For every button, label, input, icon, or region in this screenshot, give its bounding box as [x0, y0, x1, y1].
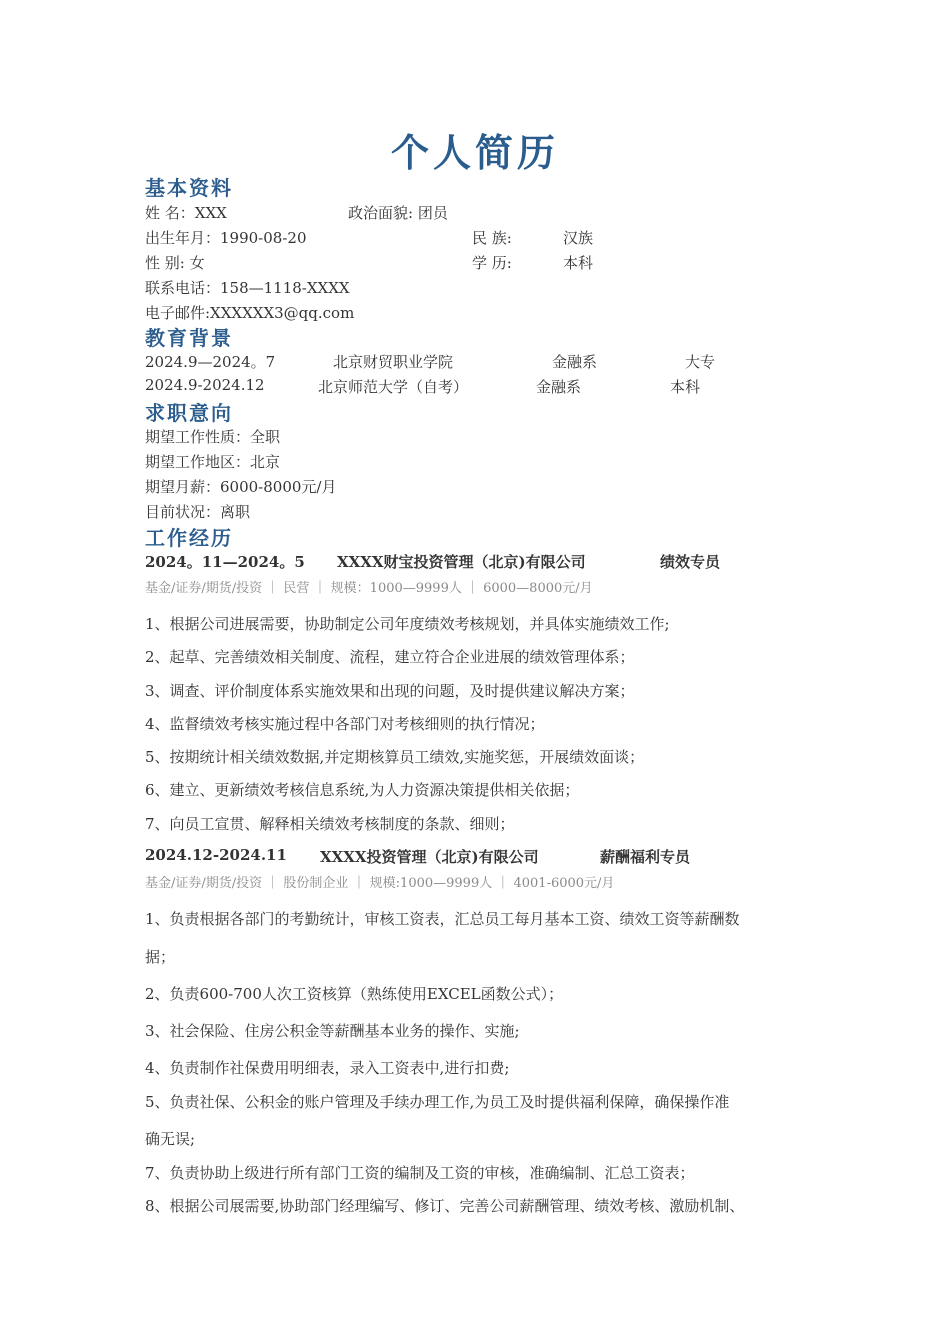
job-position: 薪酬福利专员	[600, 848, 691, 866]
intention-item: 期望工作性质：全职	[145, 428, 281, 446]
ethnic-value: 汉族	[563, 229, 594, 247]
education-period: 2024.9—2024。7	[145, 353, 276, 371]
education-value: 本科	[563, 254, 594, 272]
ethnic-label: 民 族:	[472, 229, 512, 247]
education-degree: 大专	[685, 353, 716, 371]
intention-item: 目前状况：离职	[145, 503, 251, 521]
job-period: 2024.12-2024.11	[145, 846, 287, 864]
job-meta: 基金/证券/期货/投资 ｜ 股份制企业 ｜ 规模:1000—9999人 ｜ 4001-6000元/月	[145, 876, 615, 891]
education-school: 北京师范大学（自考）	[318, 378, 469, 396]
politics-field: 政治面貌: 团员	[348, 204, 448, 222]
job-company: XXXX财宝投资管理（北京)有限公司	[337, 553, 586, 571]
duty-item: 3、社会保险、住房公积金等薪酬基本业务的操作、实施;	[145, 1022, 520, 1040]
birth-field: 出生年月：1990-08-20	[145, 229, 307, 247]
job-period: 2024。11—2024。5	[145, 553, 305, 571]
duty-item: 7、向员工宣贯、解释相关绩效考核制度的条款、细则；	[145, 815, 515, 833]
email-field: 电子邮件:XXXXXX3@qq.com	[145, 304, 355, 322]
duty-item: 6、建立、更新绩效考核信息系统,为人力资源决策提供相关依据；	[145, 781, 580, 799]
duty-item: 7、负责协助上级进行所有部门工资的编制及工资的审核，准确编制、汇总工资表；	[145, 1164, 695, 1182]
duty-item: 4、监督绩效考核实施过程中各部门对考核细则的执行情况；	[145, 715, 545, 733]
section-heading-work: 工作经历	[145, 526, 233, 550]
duty-item: 3、调查、评价制度体系实施效果和出现的问题，及时提供建议解决方案；	[145, 682, 635, 700]
duty-item: 5、按期统计相关绩效数据,并定期核算员工绩效,实施奖惩，开展绩效面谈；	[145, 748, 645, 766]
section-heading-basic: 基本资料	[145, 176, 233, 200]
name-field: 姓 名：XXX	[145, 204, 227, 222]
duty-item: 4、负责制作社保费用明细表，录入工资表中,进行扣费;	[145, 1059, 510, 1077]
section-heading-education: 教育背景	[145, 326, 233, 350]
job-company: XXXX投资管理（北京)有限公司	[320, 848, 539, 866]
education-degree: 本科	[670, 378, 701, 396]
duty-item: 5、负责社保、公积金的账户管理及手续办理工作,为员工及时提供福利保障，确保操作准	[145, 1093, 730, 1111]
job-meta: 基金/证券/期货/投资 ｜ 民营 ｜ 规模：1000—9999人 ｜ 6000—8000元/月	[145, 581, 593, 596]
education-school: 北京财贸职业学院	[333, 353, 454, 371]
duty-item: 据；	[145, 948, 176, 966]
education-major: 金融系	[536, 378, 582, 396]
intention-item: 期望月薪：6000-8000元/月	[145, 478, 337, 496]
duty-item: 8、根据公司展需要,协助部门经理编写、修订、完善公司薪酬管理、绩效考核、激励机制、	[145, 1197, 745, 1215]
duty-item: 1、负责根据各部门的考勤统计，审核工资表，汇总员工每月基本工资、绩效工资等薪酬数	[145, 910, 740, 928]
duty-item: 2、负责600-700人次工资核算（熟练使用EXCEL函数公式）；	[145, 985, 564, 1003]
page-title: 个人简历	[390, 130, 559, 175]
duty-item: 确无误;	[145, 1130, 196, 1148]
gender-field: 性 别: 女	[145, 254, 205, 272]
section-heading-intention: 求职意向	[145, 401, 233, 425]
education-label: 学 历:	[472, 254, 512, 272]
phone-field: 联系电话：158—1118-XXXX	[145, 279, 350, 297]
job-position: 绩效专员	[660, 553, 721, 571]
intention-item: 期望工作地区：北京	[145, 453, 281, 471]
education-major: 金融系	[552, 353, 598, 371]
duty-item: 1、根据公司进展需要，协助制定公司年度绩效考核规划，并具体实施绩效工作;	[145, 615, 670, 633]
duty-item: 2、起草、完善绩效相关制度、流程，建立符合企业进展的绩效管理体系；	[145, 648, 635, 666]
education-period: 2024.9-2024.12	[145, 376, 265, 394]
